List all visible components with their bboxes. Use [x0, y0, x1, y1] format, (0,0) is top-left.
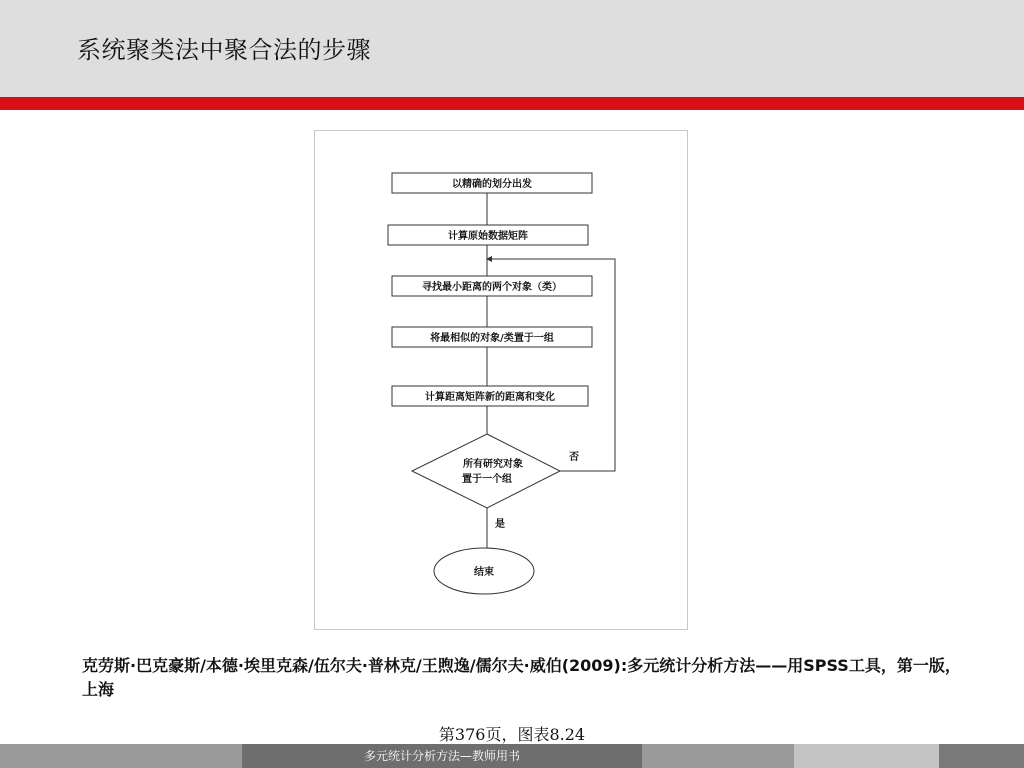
- step-label-2: 计算原始数据矩阵: [448, 231, 528, 242]
- footer-bar: [0, 744, 1024, 768]
- step-label-5: 计算距离矩阵新的距离和变化: [425, 392, 555, 403]
- footer-title: 多元统计分析方法—教师用书: [363, 749, 520, 763]
- step-label-1: 以精确的划分出发: [452, 179, 532, 190]
- page-title: 系统聚类法中聚合法的步骤: [77, 36, 371, 64]
- end-label: 结束: [474, 567, 494, 578]
- step-label-4: 将最相似的对象/类置于一组: [430, 333, 554, 344]
- no-label: 否: [569, 452, 579, 463]
- header-bar: [0, 0, 1024, 97]
- decision-label-line2: 置于一个组: [462, 474, 512, 485]
- decision-diamond: [412, 434, 560, 508]
- footer-segment-left: [0, 744, 242, 768]
- footer-segment-light: [794, 744, 939, 768]
- footer-segment-right: [939, 744, 1024, 768]
- figure-caption: 第376页，图表8.24: [438, 725, 586, 744]
- footer-segment-mid: [642, 744, 794, 768]
- flowchart-svg: [315, 131, 689, 631]
- decision-label-line1: 所有研究对象: [463, 459, 523, 470]
- yes-label: 是: [495, 519, 505, 530]
- step-label-3: 寻找最小距离的两个对象（类）: [422, 282, 562, 293]
- flowchart-figure: [314, 130, 688, 630]
- accent-divider: [0, 97, 1024, 110]
- source-reference: 克劳斯·巴克豪斯/本德·埃里克森/伍尔夫·普林克/王煦逸/儒尔夫·威伯(2009):多元统计分析方法——用SPSS工具，第一版，上海: [82, 656, 961, 699]
